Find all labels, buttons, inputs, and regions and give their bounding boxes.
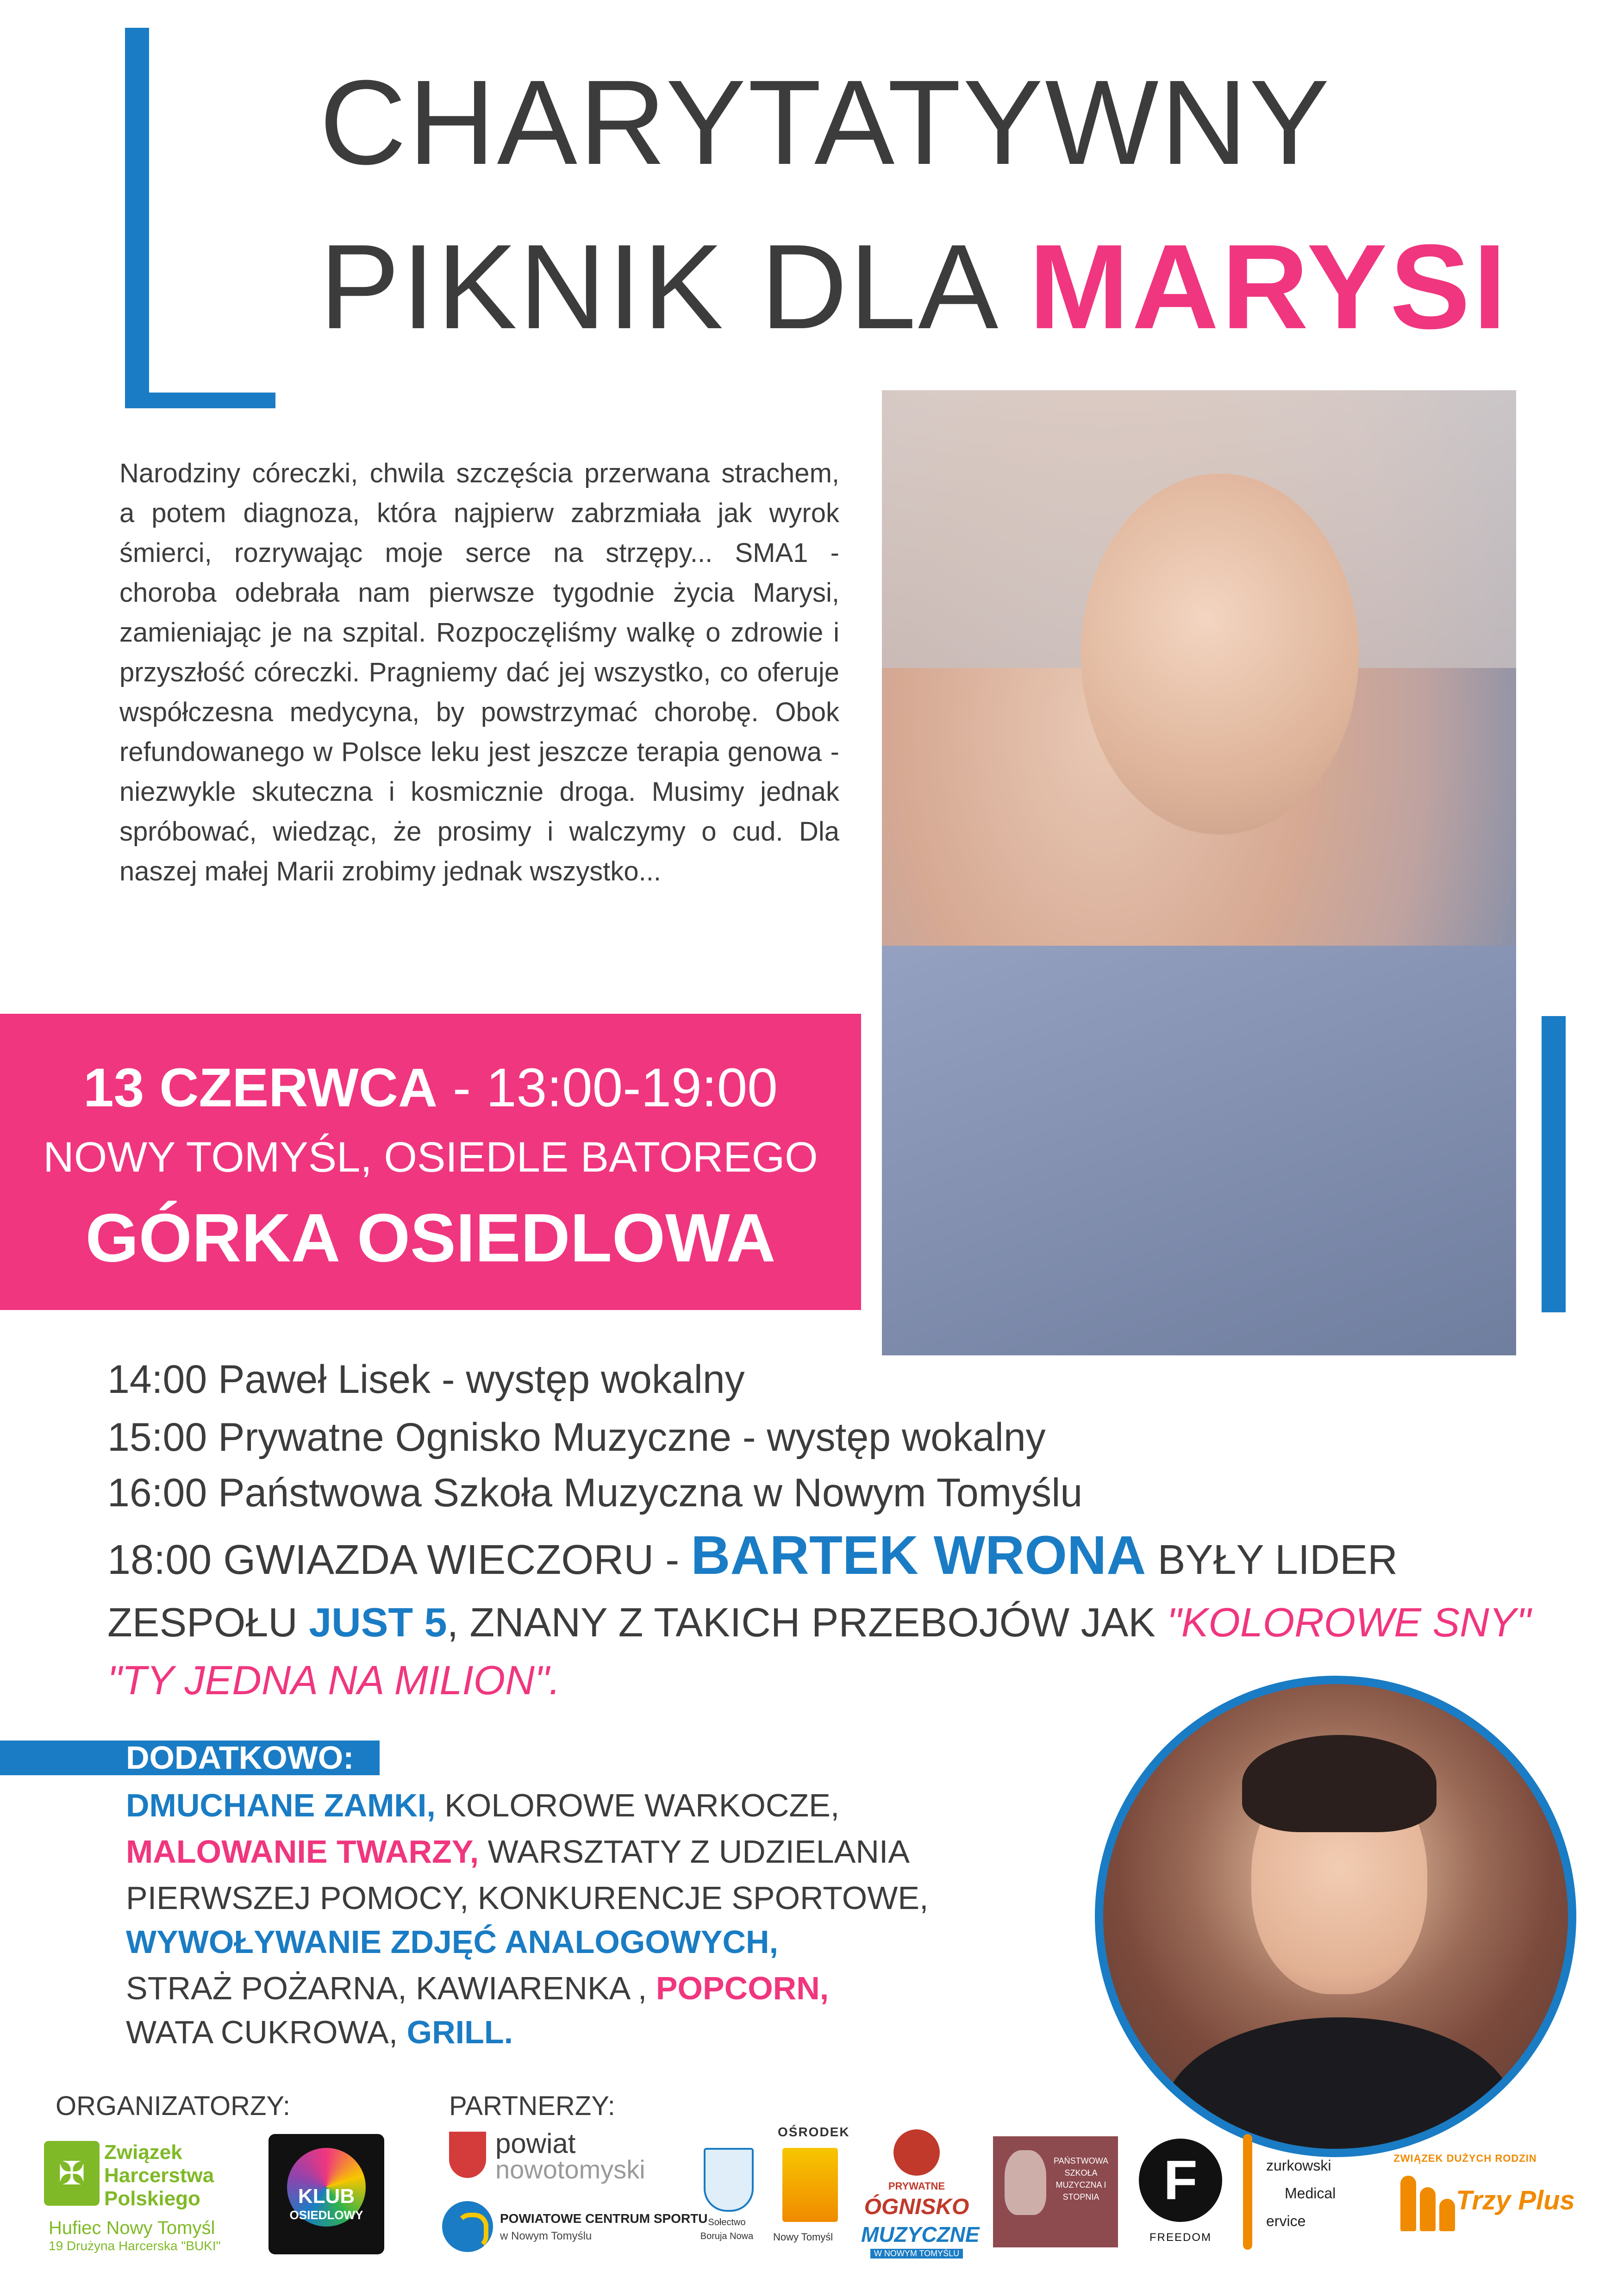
pcs-logo bbox=[442, 2201, 708, 2257]
extras-highlight: DMUCHANE ZAMKI, bbox=[126, 1787, 436, 1823]
medical-label: Medical bbox=[1285, 2185, 1336, 2202]
portrait-hair bbox=[1242, 1735, 1437, 1832]
star-portrait bbox=[1095, 1676, 1576, 2157]
extras-highlight: WYWOŁYWANIE ZDJĘĆ ANALOGOWYCH, bbox=[126, 1924, 779, 1960]
klub-sublabel: OSIEDLOWY bbox=[289, 2208, 363, 2222]
ognisko-label: PRYWATNE bbox=[888, 2180, 945, 2192]
title-highlight: MARYSI bbox=[1029, 220, 1509, 354]
partners-heading: PARTNERZY: bbox=[449, 2091, 615, 2121]
schedule-item: 14:00 Paweł Lisek - występ wokalny bbox=[107, 1357, 745, 1402]
psm-logo bbox=[993, 2136, 1118, 2247]
extras-line bbox=[126, 1967, 829, 2009]
event-time: - 13:00-19:00 bbox=[437, 1057, 778, 1118]
baby-photo bbox=[882, 390, 1516, 1355]
schedule-item: 16:00 Państwowa Szkoła Muzyczna w Nowym Tomyślu bbox=[107, 1471, 1083, 1515]
extras-text: KOLOROWE WARKOCZE, bbox=[435, 1787, 840, 1823]
trzyplus-name: Trzy Plus bbox=[1456, 2185, 1575, 2215]
solectwo-sublabel: Boruja Nowa bbox=[700, 2231, 754, 2241]
star-prefix: 18:00 GWIAZDA WIECZORU - bbox=[107, 1537, 691, 1583]
star-suffix: BYŁY LIDER bbox=[1146, 1537, 1398, 1583]
song-title: "KOLOROWE SNY" bbox=[1167, 1599, 1531, 1645]
medical-staff-icon bbox=[1243, 2134, 1252, 2250]
ognisko-subtitle: MUZYCZNE bbox=[861, 2222, 980, 2246]
pcs-swoosh-icon bbox=[456, 2213, 488, 2250]
extras-line bbox=[126, 1831, 910, 1872]
powiat-sublabel: nowotomyski bbox=[495, 2155, 645, 2184]
baby-clothes bbox=[882, 946, 1516, 1355]
medical-service-logo bbox=[1234, 2125, 1373, 2259]
event-date: 13 CZERWCA bbox=[83, 1057, 438, 1118]
extras-line bbox=[126, 1784, 839, 1826]
ognisko-emblem-icon bbox=[893, 2129, 940, 2176]
solectwo-label: Sołectwo bbox=[708, 2217, 746, 2227]
extras-highlight: MALOWANIE TWARZY, bbox=[126, 1834, 479, 1870]
page-title-line2 bbox=[319, 218, 1509, 356]
ognisko-logo bbox=[861, 2129, 980, 2264]
event-date-time bbox=[0, 1055, 861, 1120]
klub-label: KLUB bbox=[298, 2185, 355, 2208]
extras-line bbox=[126, 2011, 513, 2053]
solectwo-shield-icon bbox=[704, 2148, 754, 2212]
band-suffix: , ZNANY Z TAKICH PRZEBOJÓW JAK bbox=[447, 1599, 1167, 1645]
powiat-crest-icon bbox=[449, 2132, 486, 2178]
ognisko-location: W NOWYM TOMYŚLU bbox=[870, 2249, 963, 2259]
title-underline-bar bbox=[125, 393, 275, 408]
baby-face bbox=[1081, 474, 1359, 835]
osrodek-logo bbox=[764, 2125, 850, 2245]
event-place: NOWY TOMYŚL, OSIEDLE BATOREGO bbox=[43, 1134, 818, 1181]
psm-label: PAŃSTWOWA SZKOŁA MUZYCZNA I STOPNIA bbox=[1054, 2156, 1108, 2202]
band-name: JUST 5 bbox=[309, 1599, 447, 1645]
freedom-f-icon: F bbox=[1139, 2139, 1222, 2222]
schedule-band-line bbox=[107, 1597, 1531, 1648]
extras-highlight: GRILL. bbox=[406, 2014, 513, 2050]
schedule-item: 15:00 Prywatne Ognisko Muzyczne - występ wokalny bbox=[107, 1415, 1046, 1460]
klub-osiedlowy-logo bbox=[269, 2134, 384, 2254]
extras-text: WARSZTATY Z UDZIELANIA bbox=[479, 1834, 910, 1870]
extras-line: PIERWSZEJ POMOCY, KONKURENCJE SPORTOWE, bbox=[126, 1880, 929, 1916]
extras-text: STRAŻ POŻARNA, KAWIARENKA , bbox=[126, 1970, 656, 2006]
title-accent-bar bbox=[125, 28, 149, 407]
band-prefix: ZESPOŁU bbox=[107, 1599, 309, 1645]
powiat-label: powiat bbox=[495, 2128, 576, 2159]
pcs-label: POWIATOWE CENTRUM SPORTU bbox=[500, 2211, 708, 2226]
schedule-song-line bbox=[107, 1655, 560, 1706]
freedom-logo bbox=[1134, 2139, 1227, 2259]
ognisko-title: ÓGNISKO bbox=[864, 2195, 969, 2219]
star-portrait-image bbox=[1103, 1684, 1568, 2149]
extras-highlight: POPCORN, bbox=[656, 1970, 829, 2006]
powiat-logo bbox=[449, 2129, 657, 2185]
zhp-team: 19 Drużyna Harcerska "BUKI" bbox=[49, 2239, 221, 2253]
schedule-star-item bbox=[107, 1525, 1398, 1586]
star-name: BARTEK WRONA bbox=[691, 1525, 1146, 1586]
event-venue: GÓRKA OSIEDLOWA bbox=[85, 1200, 776, 1276]
medical-label: zurkowski bbox=[1266, 2157, 1331, 2174]
trzyplus-label: ZWIĄZEK DUŻYCH RODZIN bbox=[1393, 2152, 1537, 2164]
solectwo-logo bbox=[699, 2148, 755, 2254]
zhp-name: Związek Harcerstwa Polskiego bbox=[104, 2141, 214, 2210]
extras-text: WATA CUKROWA, bbox=[126, 2014, 407, 2050]
family-icon bbox=[1400, 2171, 1456, 2231]
medical-label: ervice bbox=[1266, 2213, 1306, 2229]
title-plain: PIKNIK DLA bbox=[319, 220, 1029, 354]
organizers-heading: ORGANIZATORZY: bbox=[56, 2091, 291, 2121]
osrodek-label: OŚRODEK bbox=[778, 2125, 850, 2139]
song-title: "TY JEDNA NA MILION". bbox=[107, 1657, 561, 1703]
pcs-sublabel: w Nowym Tomyślu bbox=[500, 2230, 592, 2242]
right-accent-bar bbox=[1542, 1016, 1566, 1312]
osrodek-sublabel: Nowy Tomyśl bbox=[773, 2231, 833, 2243]
osrodek-emblem-icon bbox=[782, 2148, 838, 2222]
freedom-label: FREEDOM bbox=[1149, 2231, 1212, 2244]
psm-portrait-icon bbox=[1005, 2150, 1046, 2215]
trzyplus-logo bbox=[1391, 2152, 1575, 2254]
zhp-logo bbox=[44, 2136, 252, 2261]
intro-paragraph: Narodziny córeczki, chwila szczęścia przerwana strachem, a potem diagnoza, która najpierw zabrzmiała jak wyrok śmierci, rozrywając moje serce na strzępy... SMA1 - choroba odebrała nam pierwsze tygodnie życia Marysi, zamieniając je na szpital. Rozpoczęliśmy walkę o zdrowie i przyszłość córeczki. Pragniemy dać jej wszystko, co oferuje współczesna medycyna, by powstrzymać chorobę. Obok refundowanego w Polsce leku jest jeszcze terapia genowa - niezwykle skuteczna i kosmicznie droga. Musimy jednak spróbować, wiedząc, że prosimy i walczymy o cud. Dla naszej małej Marii zrobimy jednak wszystko... bbox=[119, 458, 839, 886]
extras-line bbox=[126, 1921, 778, 1963]
page-title-line1: CHARYTATYWNY bbox=[319, 56, 1331, 190]
zhp-unit: Hufiec Nowy Tomyśl bbox=[49, 2218, 215, 2238]
zhp-emblem-icon: ✠ bbox=[44, 2141, 100, 2206]
extras-heading: DODATKOWO: bbox=[126, 1740, 354, 1776]
